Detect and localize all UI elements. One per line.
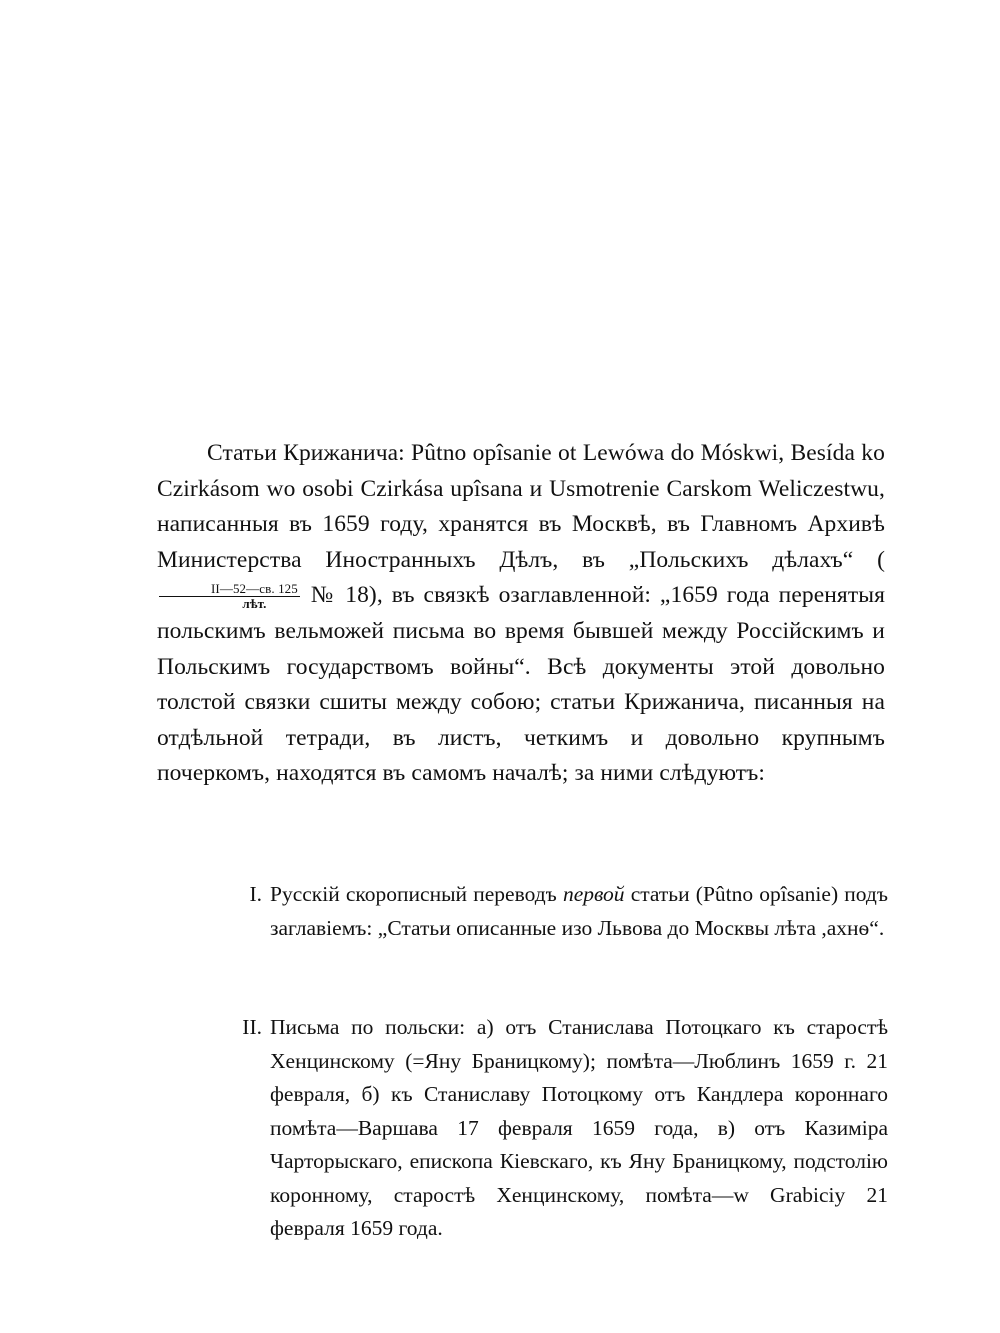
fraction-numerator: II—52—св. 125 — [159, 582, 300, 597]
paragraph-text-part-1: Статьи Крижанича: Pûtno opîsanie ot Lewówa do Móskwi, Besída ko Czirkásom wo osobi Czirkása upîsana и Usmotrenie Carskom Weliczestwu, написанныя въ 1659 году, хранятся въ Москвѣ, въ Главномъ Архивѣ Министерства Иностранныхъ Дѣлъ, въ „Польскихъ дѣлахъ“ ( — [157, 440, 885, 573]
fraction-denominator: лѣт. — [242, 596, 267, 612]
italic-word: первой — [562, 882, 625, 906]
list-item-text: Русскій скорописный переводъ первой статьи (Pûtno opîsanie) подъ заглавіемъ: „Статьи описанные изо Львова до Москвы лѣта ,ахнѳ“. — [270, 882, 888, 940]
list-item — [220, 878, 888, 945]
list-item-text: Письма по польски: а) отъ Станислава Потоцкаго къ старостѣ Хенцинскому (=Яну Браницкому); помѣта—Люблинъ 1659 г. 21 февраля, б) къ Станиславу Потоцкому отъ Кандлера короннаго помѣта—Варшава 17 февраля 1659 года, в) отъ Казиміра Чарторыскаго, епископа Кіевскаго, къ Яну Браницкому, подстолію коронному, старостѣ Хенцинскому, помѣта—w Grabiciy 21 февраля 1659 года. — [270, 1015, 888, 1240]
list-item — [220, 1011, 888, 1246]
list-item-number: I. — [249, 882, 262, 906]
archive-fraction — [159, 582, 300, 611]
paragraph-text-part-2: № 18), въ связкѣ озаглавленной: „1659 года перенятыя польскимъ вельможей письма во время бывшей между Россійскимъ и Польскимъ государствомъ войны“. Всѣ документы этой довольно толстой связки сшиты между собою; статьи Крижанича, писанныя на отдѣльной тетради, въ листъ, четкимъ и довольно крупнымъ почеркомъ, находятся въ самомъ началѣ; за ними слѣдуютъ: — [157, 582, 885, 787]
paragraph-text — [157, 436, 885, 792]
list-item-number: II. — [242, 1015, 262, 1039]
main-paragraph — [157, 436, 885, 792]
